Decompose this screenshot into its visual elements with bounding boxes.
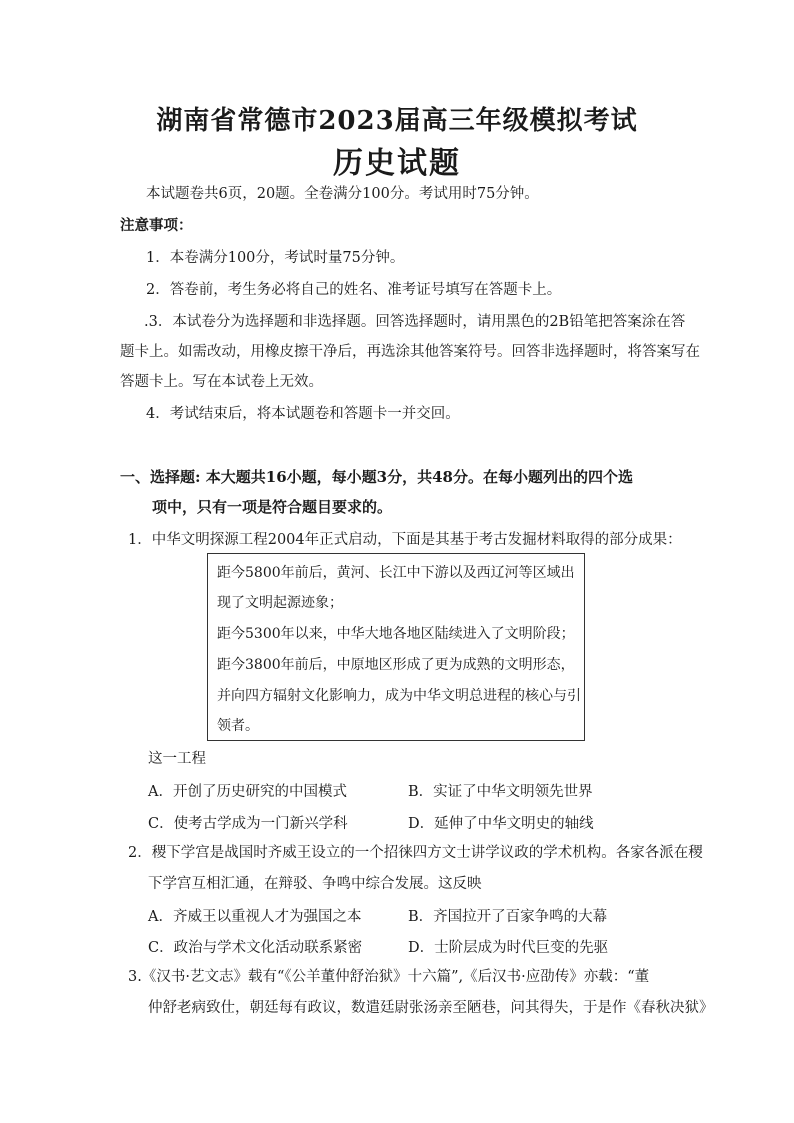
- q1-option-a: A．开创了历史研究的中国模式: [148, 784, 347, 800]
- question-2-stem: 2．稷下学宫是战国时齐威王设立的一个招徕四方文士讲学议政的学术机构。各家各派在稷: [128, 845, 703, 861]
- note-item-cont: 题卡上。如需改动，用橡皮擦干净后，再选涂其他答案符号。回答非选择题时，将答案写在: [120, 344, 700, 360]
- subject-title: 历史试题: [333, 146, 461, 181]
- exam-title: 湖南省常德市2023届高三年级模拟考试: [156, 106, 638, 136]
- question-3-stem: 3.《汉书·艺文志》载有“《公羊董仲舒治狱》十六篇”,《后汉书·应劭传》亦载：“董: [128, 969, 650, 985]
- material-line: 现了文明起源迹象；: [217, 595, 343, 611]
- question-1-tail: 这一工程: [148, 751, 206, 767]
- material-line: 领者。: [217, 718, 259, 734]
- material-line: 距今5800年前后，黄河、长江中下游以及西辽河等区域出: [217, 565, 575, 581]
- q1-option-b: B．实证了中华文明领先世界: [408, 784, 593, 800]
- note-item-cont: 答题卡上。写在本试卷上无效。: [120, 374, 323, 390]
- q2-option-d: D．士阶层成为时代巨变的先驱: [408, 940, 609, 956]
- question-3-stem-cont: 仲舒老病致仕，朝廷每有政议，数遣廷尉张汤亲至陋巷，问其得失，于是作《春秋决狱》: [148, 1000, 714, 1016]
- question-1-stem: 1．中华文明探源工程2004年正式启动，下面是其基于考古发掘材料取得的部分成果：: [128, 532, 682, 548]
- material-line: 距今3800年前后，中原地区形成了更为成熟的文明形态，: [217, 657, 575, 673]
- notes-heading: 注意事项：: [120, 217, 193, 234]
- note-item: 2．答卷前，考生务必将自己的姓名、准考证号填写在答题卡上。: [146, 282, 562, 298]
- q1-option-c: C．使考古学成为一门新兴学科: [148, 816, 348, 832]
- question-1-material-box: [207, 553, 585, 741]
- q2-option-a: A．齐威王以重视人才为强国之本: [148, 909, 362, 925]
- exam-intro: 本试题卷共6页，20题。全卷满分100分。考试用时75分钟。: [146, 186, 539, 202]
- q2-option-b: B．齐国拉开了百家争鸣的大幕: [408, 909, 608, 925]
- question-2-stem-cont: 下学宫互相汇通，在辩驳、争鸣中综合发展。这反映: [148, 876, 482, 892]
- note-item: 1．本卷满分100分，考试时量75分钟。: [146, 250, 405, 266]
- material-line: 距今5300年以来，中华大地各地区陆续进入了文明阶段；: [217, 626, 575, 642]
- section-heading: 一、选择题: 本大题共16小题，每小题3分，共48分。在每小题列出的四个选: [120, 468, 633, 486]
- q2-option-c: C．政治与学术文化活动联系紧密: [148, 940, 363, 956]
- note-item: .3．本试卷分为选择题和非选择题。回答选择题时，请用黑色的2B铅笔把答案涂在答: [144, 314, 686, 330]
- note-item: 4．考试结束后，将本试题卷和答题卡一并交回。: [146, 406, 460, 422]
- q1-option-d: D．延伸了中华文明史的轴线: [408, 816, 594, 832]
- section-heading-cont: 项中，只有一项是符合题目要求的。: [152, 498, 393, 516]
- material-line: 并向四方辐射文化影响力，成为中华文明总进程的核心与引: [217, 688, 581, 704]
